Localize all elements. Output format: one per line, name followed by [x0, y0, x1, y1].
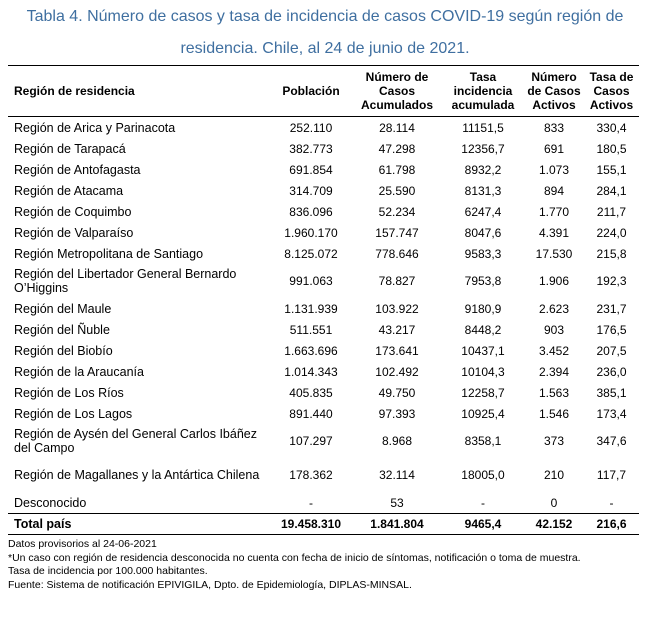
table-row — [8, 319, 639, 340]
header-tasa-activos: Tasa de Casos Activos — [589, 70, 634, 112]
cell-region: Región del Ñuble — [14, 322, 110, 337]
cell-casos: 157.747 — [375, 225, 419, 240]
table-row — [8, 403, 639, 424]
cell-region: Región de Los Ríos — [14, 385, 124, 400]
cell-poblacion: 252.110 — [289, 120, 333, 135]
cell-casos: 43.217 — [378, 322, 416, 337]
cell-activos: 903 — [543, 322, 565, 337]
cell-region: Región de Magallanes y la Antártica Chilena — [14, 468, 260, 482]
total-poblacion: 19.458.310 — [280, 517, 342, 531]
cell-activos: 1.546 — [538, 406, 570, 421]
cell-region: Región del Maule — [14, 301, 112, 316]
cell-tasa-activos: 155,1 — [596, 162, 627, 177]
cell-region: Región de Los Lagos — [14, 406, 133, 421]
cell-tasa: 8131,3 — [464, 183, 502, 198]
cell-casos: 173.641 — [375, 343, 419, 358]
total-casos: 1.841.804 — [370, 517, 424, 531]
table-row — [8, 117, 639, 139]
cell-poblacion: 991.063 — [289, 274, 333, 288]
cell-poblacion: 836.096 — [289, 204, 333, 219]
cell-tasa-activos: 231,7 — [596, 301, 627, 316]
total-row — [8, 514, 639, 535]
cell-tasa-activos: 224,0 — [596, 225, 627, 240]
table-row — [8, 458, 639, 492]
cell-tasa: 8358,1 — [464, 434, 502, 448]
cell-poblacion: 178.362 — [289, 468, 333, 482]
cell-region: Región de Antofagasta — [14, 162, 141, 177]
cell-tasa-activos: 173,4 — [596, 406, 627, 421]
cell-tasa: 12258,7 — [461, 385, 505, 400]
cell-tasa-activos: 117,7 — [596, 468, 627, 482]
table-row — [8, 492, 639, 514]
cell-poblacion: 107.297 — [289, 434, 333, 448]
cell-poblacion: 314.709 — [289, 183, 333, 198]
cell-tasa-activos: 192,3 — [596, 274, 627, 288]
table-row — [8, 243, 639, 264]
table-row — [8, 180, 639, 201]
cell-tasa-activos: 180,5 — [596, 141, 627, 156]
cell-activos: 1.906 — [538, 274, 570, 288]
header-region: Región de residencia — [14, 84, 135, 98]
cell-casos: 8.968 — [381, 434, 413, 448]
footnote-line: Fuente: Sistema de notificación EPIVIGILA, Dpto. de Epidemiología, DIPLAS-MINSAL. — [8, 578, 412, 591]
table-row — [8, 201, 639, 222]
cell-poblacion: 8.125.072 — [284, 246, 338, 261]
cell-casos: 52.234 — [378, 204, 416, 219]
cell-casos: 61.798 — [378, 162, 416, 177]
table-row — [8, 138, 639, 159]
cell-activos: 0 — [550, 495, 558, 510]
cell-poblacion: - — [309, 495, 313, 510]
title-line-1: Tabla 4. Número de casos y tasa de incidencia de casos COVID-19 según región de — [26, 8, 624, 25]
cell-casos: 97.393 — [378, 406, 416, 421]
cell-region: Desconocido — [14, 495, 87, 510]
cell-tasa: 10437,1 — [461, 343, 505, 358]
cell-tasa: 7953,8 — [464, 274, 502, 288]
cell-activos: 691 — [543, 141, 565, 156]
cell-poblacion: 891.440 — [289, 406, 333, 421]
cell-casos: 78.827 — [378, 274, 416, 288]
cell-poblacion: 691.854 — [289, 162, 333, 177]
cell-tasa: 10925,4 — [461, 406, 505, 421]
cell-casos: 28.114 — [379, 120, 415, 135]
table-row — [8, 222, 639, 243]
total-activos: 42.152 — [535, 517, 573, 531]
cell-tasa-activos: 176,5 — [596, 322, 627, 337]
table-body — [8, 117, 639, 535]
cell-activos: 833 — [543, 120, 565, 135]
table-title — [0, 0, 650, 65]
cell-activos: 2.623 — [538, 301, 570, 316]
cell-poblacion: 1.960.170 — [284, 225, 338, 240]
footnote-line: *Un caso con región de residencia desconocida no cuenta con fecha de inicio de síntomas, notificación o toma de muestra. — [8, 551, 581, 564]
header-poblacion: Población — [282, 84, 340, 98]
cell-tasa-activos: 385,1 — [596, 385, 627, 400]
table-row — [8, 264, 639, 298]
table-row — [8, 361, 639, 382]
cell-activos: 1.563 — [538, 385, 570, 400]
cell-casos: 32.114 — [379, 468, 415, 482]
table-row — [8, 340, 639, 361]
cell-tasa: 10104,3 — [461, 364, 505, 379]
cell-casos: 25.590 — [378, 183, 416, 198]
table-footnotes — [8, 538, 650, 592]
cell-tasa: - — [481, 495, 485, 510]
cell-region: Región de Arica y Parinacota — [14, 120, 176, 135]
title-line-2: residencia. Chile, al 24 de junio de 2021. — [180, 40, 470, 57]
cell-region: Región de la Araucanía — [14, 364, 144, 379]
footnote-line: Datos provisorios al 24-06-2021 — [8, 538, 157, 550]
cell-region: Región de Valparaíso — [14, 225, 134, 240]
header-tasa-acumulada: Tasa incidencia acumulada — [451, 70, 515, 112]
header-casos-acumulados: Número de Casos Acumulados — [360, 70, 433, 112]
cell-activos: 4.391 — [538, 225, 570, 240]
table-row — [8, 424, 639, 458]
cell-activos: 2.394 — [538, 364, 570, 379]
cell-tasa-activos: 330,4 — [596, 120, 627, 135]
cell-region: Región Metropolitana de Santiago — [14, 246, 204, 261]
cell-tasa-activos: 211,7 — [596, 204, 627, 219]
cell-casos: 49.750 — [378, 385, 416, 400]
cell-tasa: 8932,2 — [464, 162, 502, 177]
table-header-row — [8, 66, 639, 117]
total-tasa: 9465,4 — [464, 517, 502, 531]
cell-tasa: 11151,5 — [462, 120, 504, 135]
cell-region: Región de Atacama — [14, 183, 124, 198]
cell-poblacion: 382.773 — [289, 141, 333, 156]
cell-tasa-activos: 207,5 — [596, 343, 627, 358]
cell-activos: 17.530 — [535, 246, 573, 261]
cell-activos: 373 — [543, 434, 565, 448]
cell-poblacion: 1.131.939 — [284, 301, 338, 316]
cell-tasa-activos: - — [609, 495, 614, 510]
cell-tasa: 8047,6 — [464, 225, 502, 240]
cell-tasa-activos: 284,1 — [596, 183, 627, 198]
cell-region: Región de Coquimbo — [14, 204, 132, 219]
table-row — [8, 159, 639, 180]
cell-activos: 1.770 — [538, 204, 570, 219]
cell-activos: 894 — [543, 183, 565, 198]
cell-tasa-activos: 347,6 — [596, 434, 627, 448]
header-casos-activos: Número de Casos Activos — [527, 70, 581, 112]
cell-activos: 3.452 — [538, 343, 570, 358]
footnote-line: Tasa de incidencia por 100.000 habitantes. — [8, 565, 208, 577]
cell-activos: 210 — [543, 468, 565, 482]
cell-casos: 102.492 — [375, 364, 419, 379]
cell-poblacion: 1.014.343 — [284, 364, 338, 379]
cell-tasa: 9583,3 — [464, 246, 502, 261]
cell-casos: 103.922 — [375, 301, 419, 316]
total-tasa-activos: 216,6 — [596, 517, 627, 531]
cell-region: Región de Tarapacá — [14, 141, 126, 156]
cell-region: Región del Biobío — [14, 343, 113, 358]
cell-tasa: 8448,2 — [464, 322, 502, 337]
cell-tasa: 9180,9 — [464, 301, 502, 316]
cell-activos: 1.073 — [538, 162, 570, 177]
cell-region: Región del Libertador General Bernardo O’Higgins — [14, 267, 237, 295]
cell-tasa-activos: 236,0 — [596, 364, 627, 379]
cell-tasa: 18005,0 — [461, 468, 505, 482]
total-region: Total país — [14, 517, 72, 531]
cell-poblacion: 1.663.696 — [284, 343, 338, 358]
table-row — [8, 382, 639, 403]
cell-tasa: 12356,7 — [461, 141, 505, 156]
cell-tasa-activos: 215,8 — [596, 246, 627, 261]
cell-region: Región de Aysén del General Carlos Ibáñez del Campo — [14, 427, 257, 455]
cell-tasa: 6247,4 — [464, 204, 502, 219]
cell-casos: 53 — [390, 495, 404, 510]
table-row — [8, 298, 639, 319]
covid-cases-table — [8, 65, 639, 535]
cell-casos: 778.646 — [375, 246, 419, 261]
cell-casos: 47.298 — [378, 141, 416, 156]
cell-poblacion: 405.835 — [289, 385, 333, 400]
cell-poblacion: 511.551 — [289, 322, 333, 337]
